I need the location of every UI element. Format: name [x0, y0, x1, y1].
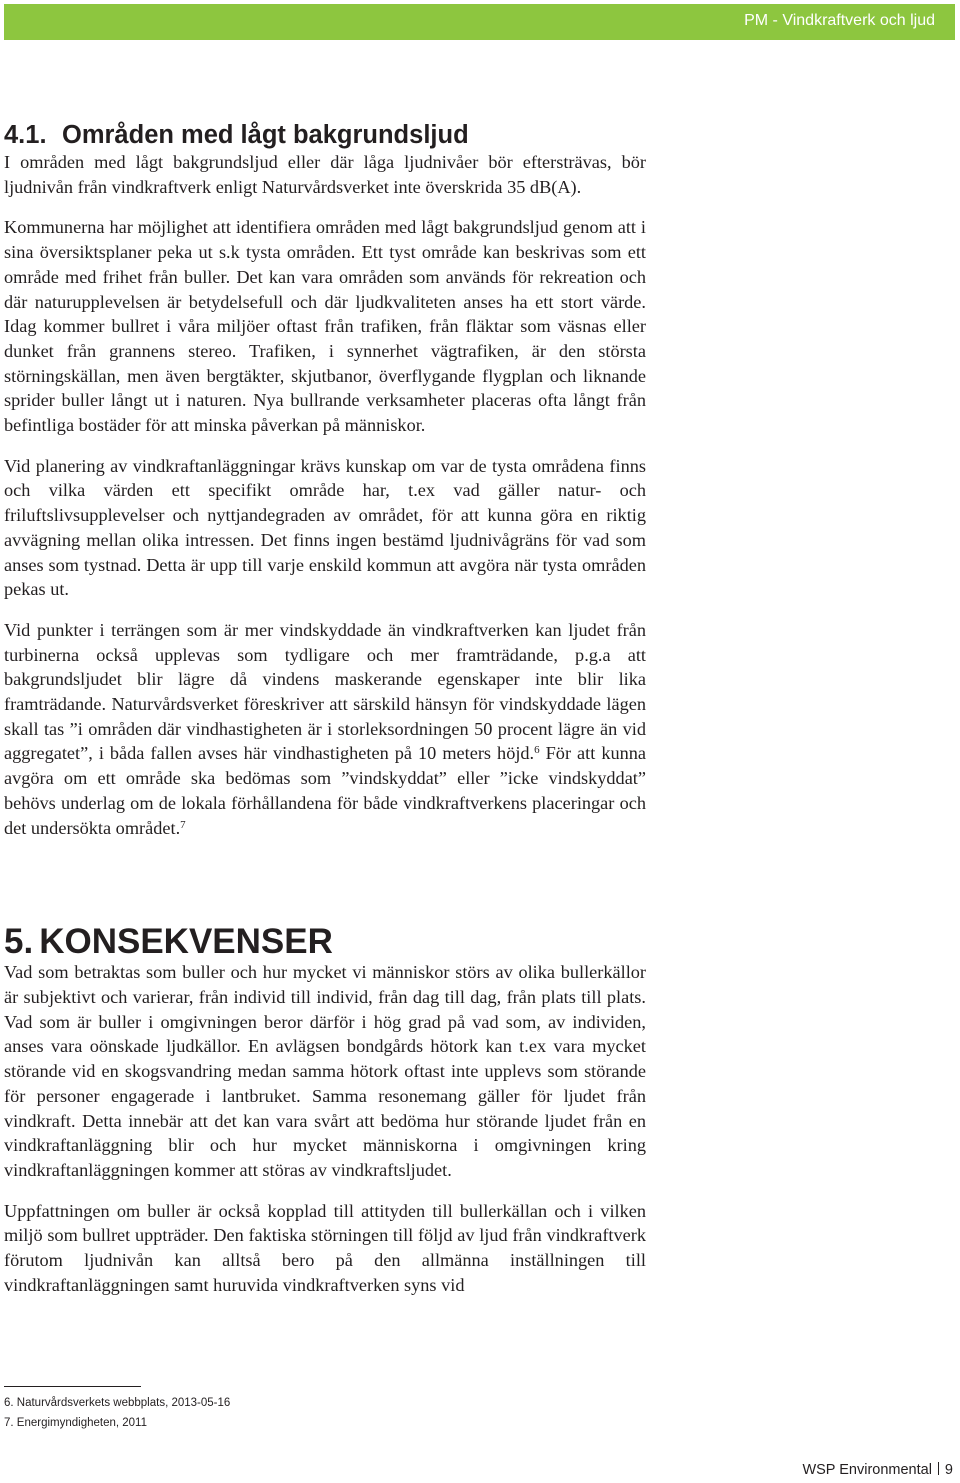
section-title: Områden med lågt bakgrundsljud	[62, 121, 469, 149]
section-number: 5.	[4, 922, 34, 962]
section-title: KONSEKVENSER	[39, 922, 333, 962]
footnote-ref: 7	[180, 818, 186, 831]
paragraph: Kommunerna har möjlighet att identifiera områden med lågt bakgrundsljud genom att i sina översiktsplaner peka ut s.k tysta områden. Ett tyst område kan beskrivas som ett område med frihet från buller. Det kan vara områden som används för rekreation och där naturupplevelsen är betydelsefull och där ljudkvaliteten anses ha ett stort värde. Idag kommer bullret i våra miljöer oftast från trafiken, från fläktar som väsnas eller dunket från grannens stereo. Trafiken, i synnerhet vägtrafiken, är den största störningskällan, men även bergtäkter, skjutbanor, överflygande flygplan och liknande sprider buller långt ut i naturen. Nya bullrande verksamheter placeras ofta långt från befintliga bostäder för att minska påverkan på människor.	[4, 217, 646, 436]
footnotes	[4, 1386, 404, 1433]
document-title: PM - Vindkraftverk och ljud	[744, 12, 935, 29]
paragraph: I områden med lågt bakgrundsljud eller där låga ljudnivåer bör eftersträvas, bör ljudnivån från vindkraftverk enligt Naturvårdsverket inte överskrida 35 dB(A).	[4, 152, 646, 197]
footnote-divider	[4, 1386, 141, 1387]
company-name: WSP Environmental	[802, 1462, 932, 1478]
footnote: 7. Energimyndigheten, 2011	[4, 1417, 147, 1429]
paragraph	[4, 618, 646, 840]
paragraph: Vid planering av vindkraftanläggningar krävs kunskap om var de tysta områdena finns och vilka värden ett specifikt område har, t.ex vad gäller natur- och friluftslivsupplevelser och nyttjandegraden av området, för att kunna göra en riktig avvägning mellan olika intressen. Det finns ingen bestämd ljudnivågräns för vad som anses som tystnad. Detta är upp till varje enskild kommun att avgöra när tysta områden pekas ut.	[4, 455, 646, 600]
footnote-ref: 6	[534, 744, 540, 757]
section-number: 4.1.	[4, 121, 47, 149]
paragraph-text: För att kunna avgöra om ett område ska bedömas som ”vindskyddat” eller ”icke vindskyddat” behövs underlag om de lokala förhållandena för både vindkraftverkens placeringar och det undersökta området.	[4, 743, 646, 838]
main-content	[4, 120, 646, 1311]
page-number: 9	[944, 1462, 953, 1478]
footnote: 6. Naturvårdsverkets webbplats, 2013-05-16	[4, 1397, 231, 1409]
section-heading-5	[4, 924, 646, 960]
page-footer	[802, 1462, 953, 1478]
paragraph-text: Vid punkter i terrängen som är mer vindskyddade än vindkraftverken kan ljudet från turbinerna också upplevas som tydligare och mer framträdande, p.g.a att bakgrundsljudet blir lägre då vindens maskerande egenskaper inte blir lika framträdande. Naturvårdsverket föreskriver att särskild hänsyn för vindskyddade lägen skall tas ”i områden där vindhastigheten är i storleksordningen 50 procent lägre än vid aggregatet”, i båda fallen avses här vindhastigheten på 10 meters höjd.	[4, 619, 646, 764]
header-banner	[4, 4, 955, 40]
footer-divider	[938, 1462, 939, 1475]
section-heading-4-1	[4, 120, 646, 150]
paragraph: Uppfattningen om buller är också kopplad till attityden till bullerkällan och i vilken miljö som bullret uppträder. Den faktiska störningen till följd av ljud från vindkraftverk förutom ljudnivån kan alltså bero på den allmänna inställningen till vindkraftanläggningen samt huruvida vindkraftverken syns vid	[4, 1200, 646, 1295]
paragraph: Vad som betraktas som buller och hur mycket vi människor störs av olika bullerkällor är subjektivt och varierar, från individ till individ, från dag till dag, från plats till plats. Vad som är buller i omgivningen beror därför i hög grad på vad som, av individen, anses vara oönskade ljudkällor. En avlägsen bondgårds hötork kan t.ex vara mycket störande vid en skogsvandring medan samma hötork oftast inte upplevs som störande för personer engagerade i lantbruket. Samma resonemang gäller för ljudet från vindkraft. Detta innebär att det kan vara svårt att bedöma hur störande ljudet från en vindkraftanläggning blir och hur mycket människorna i omgivningen kring vindkraftanläggningen kommer att störas av vindkraftsljudet.	[4, 962, 646, 1180]
